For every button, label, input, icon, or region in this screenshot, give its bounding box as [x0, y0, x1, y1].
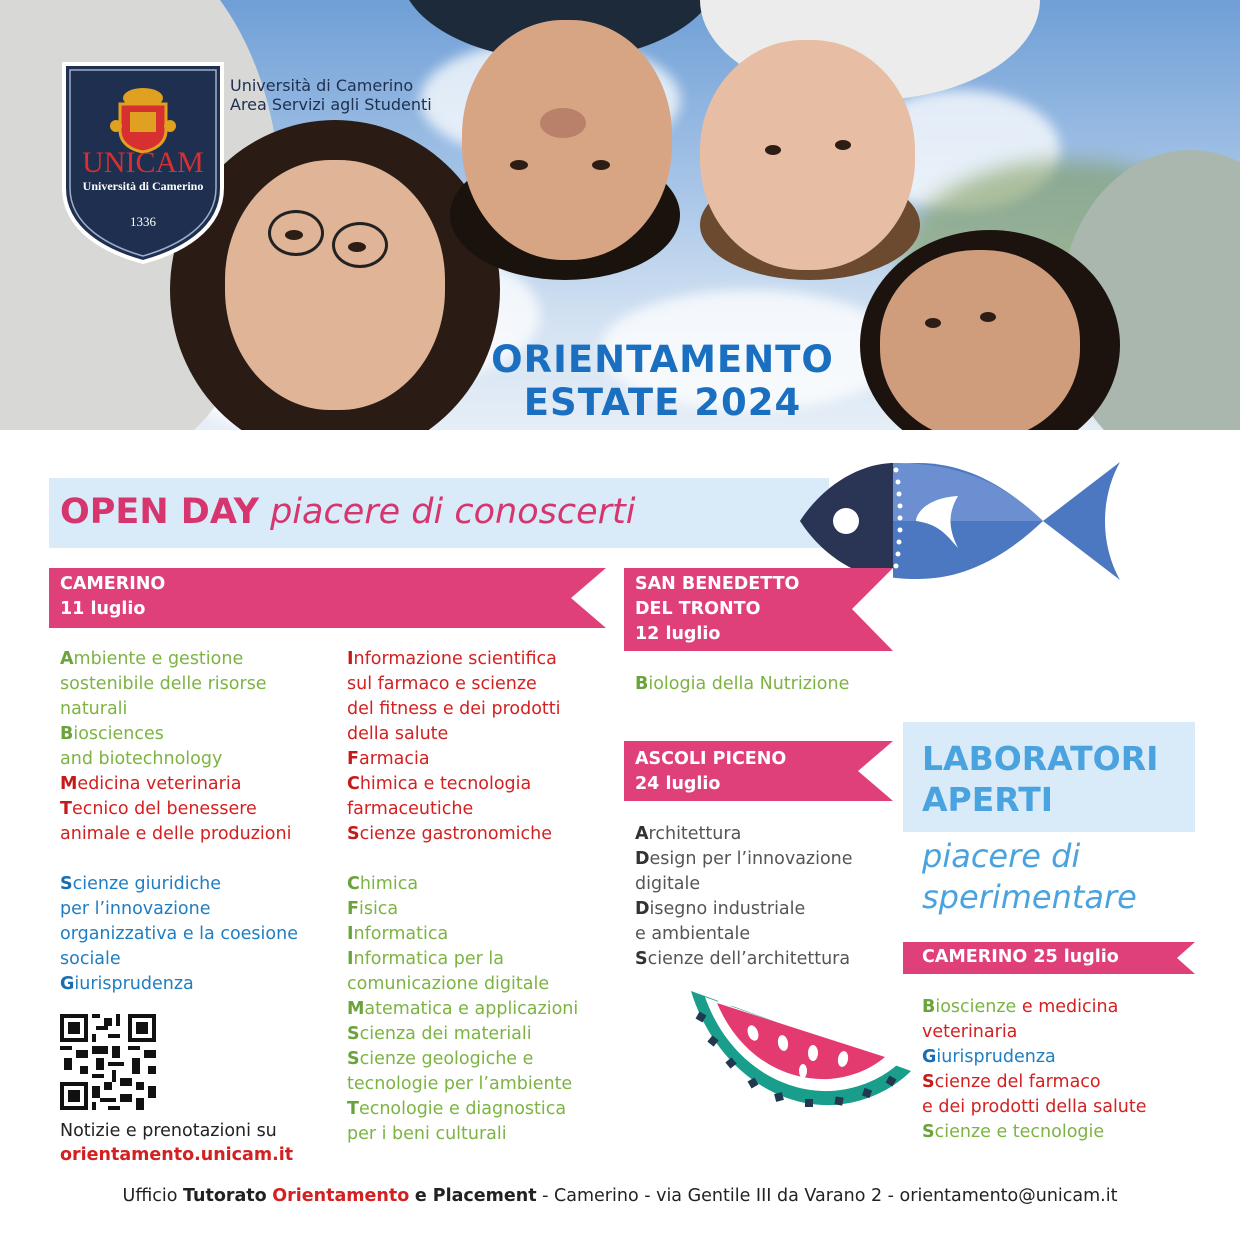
- hero-title-line1: ORIENTAMENTO: [491, 338, 834, 381]
- course-initial: M: [60, 774, 78, 794]
- course-initial: S: [60, 874, 73, 894]
- course-text: tecnologie per l’ambiente: [347, 1074, 573, 1094]
- course-initial: D: [635, 849, 650, 869]
- course-line: [60, 672, 298, 697]
- course-text: rchitettura: [648, 824, 742, 844]
- course-line: [60, 972, 298, 997]
- lab-course-text: iurisprudenza: [936, 1047, 1056, 1067]
- course-text: sociale: [60, 949, 121, 969]
- notizie-link[interactable]: orientamento.unicam.it: [60, 1145, 294, 1165]
- course-line: [347, 697, 578, 722]
- course-text: per l’innovazione: [60, 899, 211, 919]
- course-text: armacia: [358, 749, 430, 769]
- course-text: iologia della Nutrizione: [648, 674, 850, 694]
- course-line: [635, 847, 853, 872]
- lab-course-text: cienze del farmaco: [934, 1072, 1101, 1092]
- footer-placement: e Placement: [414, 1186, 537, 1206]
- course-text: naturali: [60, 699, 128, 719]
- course-line: [347, 1022, 578, 1047]
- laboratori-courses: [922, 995, 1147, 1145]
- course-initial: M: [347, 999, 365, 1019]
- course-line: [347, 1072, 578, 1097]
- course-text: isica: [358, 899, 399, 919]
- lab-course-text: veterinaria: [922, 1022, 1018, 1042]
- course-text: nformazione scientifica: [353, 649, 557, 669]
- course-initial: B: [635, 674, 649, 694]
- course-line: [635, 822, 853, 847]
- course-line: [347, 672, 578, 697]
- openday-title: OPEN DAY: [60, 492, 259, 532]
- sanbenedetto-courses: [635, 672, 849, 697]
- laboratori-banner-text: CAMERINO 25 luglio: [922, 947, 1119, 967]
- course-text: cienze geologiche e: [359, 1049, 534, 1069]
- course-line: [347, 772, 578, 797]
- footer-orientamento: Orientamento: [272, 1186, 410, 1206]
- course-line: [60, 747, 298, 772]
- course-text: cienze gastronomiche: [359, 824, 552, 844]
- course-text: nformatica: [353, 924, 449, 944]
- course-line: [347, 797, 578, 822]
- course-initial: C: [347, 874, 360, 894]
- course-initial: I: [347, 949, 354, 969]
- course-initial: D: [635, 899, 650, 919]
- course-text: animale e delle produzioni: [60, 824, 292, 844]
- laboratori-sub-line2: sperimentare: [922, 878, 1137, 916]
- ascoli-courses: [635, 822, 853, 972]
- course-line: [60, 922, 298, 947]
- sanbenedetto-banner-text: [635, 572, 799, 647]
- qr-code-icon[interactable]: [60, 1014, 156, 1110]
- course-text: nformatica per la: [353, 949, 504, 969]
- course-line: [635, 897, 853, 922]
- course-initial: B: [60, 724, 74, 744]
- course-line: [635, 947, 853, 972]
- course-initial: T: [60, 799, 72, 819]
- course-initial: C: [347, 774, 360, 794]
- course-text: sostenibile delle risorse: [60, 674, 267, 694]
- course-initial: A: [60, 649, 74, 669]
- course-line: [60, 647, 298, 672]
- lab-course-initial: S: [922, 1122, 935, 1142]
- logo-year: 1336: [130, 214, 156, 229]
- camerino-banner-text: [60, 572, 165, 622]
- course-line: [347, 947, 578, 972]
- openday-subtitle: piacere di conoscerti: [270, 492, 636, 532]
- course-initial: A: [635, 824, 649, 844]
- course-line: [347, 872, 578, 897]
- course-initial: G: [60, 974, 75, 994]
- lab-course-text: e dei prodotti della salute: [922, 1097, 1147, 1117]
- university-header: [230, 76, 432, 114]
- course-line: [347, 722, 578, 747]
- unicam-logo: [60, 60, 226, 264]
- course-text: comunicazione digitale: [347, 974, 550, 994]
- course-line: [60, 947, 298, 972]
- ascoli-city: ASCOLI PICENO: [635, 749, 787, 769]
- course-text: per i beni culturali: [347, 1124, 507, 1144]
- logo-name: UNICAM: [82, 146, 204, 179]
- course-initial: F: [347, 899, 359, 919]
- course-initial: I: [347, 649, 354, 669]
- camerino-date: 11 luglio: [60, 599, 146, 619]
- camerino-courses-col2: [347, 647, 578, 1147]
- laboratori-title: [922, 738, 1158, 820]
- notizie-text: Notizie e prenotazioni su: [60, 1121, 277, 1141]
- openday-heading: [60, 488, 635, 536]
- course-initial: S: [347, 1049, 360, 1069]
- course-text: mbiente e gestione: [73, 649, 244, 669]
- footer-tutorato: Tutorato: [183, 1186, 267, 1206]
- course-line: [60, 797, 298, 822]
- course-initial: S: [635, 949, 648, 969]
- course-line: [347, 897, 578, 922]
- course-initial: F: [347, 749, 359, 769]
- course-line: [347, 1097, 578, 1122]
- footer-contact: - Camerino - via Gentile III da Varano 2 - orientamento@unicam.it: [536, 1186, 1118, 1206]
- university-name: Università di Camerino: [230, 76, 414, 95]
- course-text: farmaceutiche: [347, 799, 474, 819]
- watermelon-icon: [683, 983, 915, 1113]
- lab-course-initial: S: [922, 1072, 935, 1092]
- course-line: [347, 1047, 578, 1072]
- laboratori-sub-line1: piacere di: [922, 837, 1081, 875]
- logo-subtitle: Università di Camerino: [82, 179, 204, 193]
- course-initial: S: [347, 1024, 360, 1044]
- course-initial: I: [347, 924, 354, 944]
- course-text: edicina veterinaria: [77, 774, 242, 794]
- course-line: [635, 672, 849, 697]
- course-text: and biotechnology: [60, 749, 223, 769]
- course-text: cienza dei materiali: [359, 1024, 532, 1044]
- course-line: [60, 822, 298, 847]
- fish-icon: [798, 458, 1123, 584]
- laboratori-title-line2: APERTI: [922, 780, 1053, 819]
- course-line: [60, 772, 298, 797]
- course-line: [60, 697, 298, 722]
- course-initial: T: [347, 1099, 359, 1119]
- ascoli-date: 24 luglio: [635, 774, 721, 794]
- course-line: [347, 747, 578, 772]
- footer-prefix: Ufficio: [122, 1186, 183, 1206]
- course-line: [347, 1122, 578, 1147]
- sanbenedetto-city-line1: SAN BENEDETTO: [635, 574, 800, 594]
- lab-course-text: ioscienze: [935, 997, 1017, 1017]
- course-text: cienze dell’architettura: [647, 949, 851, 969]
- camerino-courses-col1: [60, 647, 298, 997]
- course-line: [347, 822, 578, 847]
- course-text: iosciences: [73, 724, 164, 744]
- course-text: iurisprudenza: [74, 974, 194, 994]
- hero-title-line2: ESTATE 2024: [523, 381, 802, 424]
- lab-course-text: cienze e tecnologie: [934, 1122, 1105, 1142]
- course-text: del fitness e dei prodotti: [347, 699, 561, 719]
- course-text: sul farmaco e scienze: [347, 674, 537, 694]
- laboratori-title-line1: LABORATORI: [922, 739, 1159, 778]
- course-text: digitale: [635, 874, 701, 894]
- lab-course-initial: G: [922, 1047, 937, 1067]
- course-line: [60, 897, 298, 922]
- course-line: [60, 722, 298, 747]
- course-line: [347, 922, 578, 947]
- hero-title: [475, 338, 850, 424]
- ascoli-banner-text: [635, 747, 786, 797]
- course-text: himica e tecnologia: [359, 774, 532, 794]
- sanbenedetto-city-line2: DEL TRONTO: [635, 599, 761, 619]
- lab-course-initial: B: [922, 997, 936, 1017]
- camerino-city: CAMERINO: [60, 574, 166, 594]
- course-line: [635, 872, 853, 897]
- footer: [0, 1186, 1240, 1206]
- lab-course-text: e medicina: [1016, 997, 1119, 1017]
- course-text: ecnico del benessere: [71, 799, 257, 819]
- course-line: [635, 922, 853, 947]
- laboratori-subtitle: [922, 836, 1137, 918]
- course-line: [60, 872, 298, 897]
- course-text: himica: [359, 874, 419, 894]
- course-line: [347, 647, 578, 672]
- university-area: Area Servizi agli Studenti: [230, 95, 432, 114]
- course-text: e ambientale: [635, 924, 751, 944]
- course-initial: S: [347, 824, 360, 844]
- course-text: isegno industriale: [649, 899, 806, 919]
- course-text: ecnologie e diagnostica: [358, 1099, 567, 1119]
- course-text: cienze giuridiche: [72, 874, 222, 894]
- course-text: atematica e applicazioni: [364, 999, 579, 1019]
- course-text: organizzativa e la coesione: [60, 924, 298, 944]
- course-line: [347, 972, 578, 997]
- notizie-block: [60, 1119, 293, 1167]
- course-text: della salute: [347, 724, 449, 744]
- course-text: esign per l’innovazione: [649, 849, 853, 869]
- sanbenedetto-date: 12 luglio: [635, 624, 721, 644]
- course-line: [347, 997, 578, 1022]
